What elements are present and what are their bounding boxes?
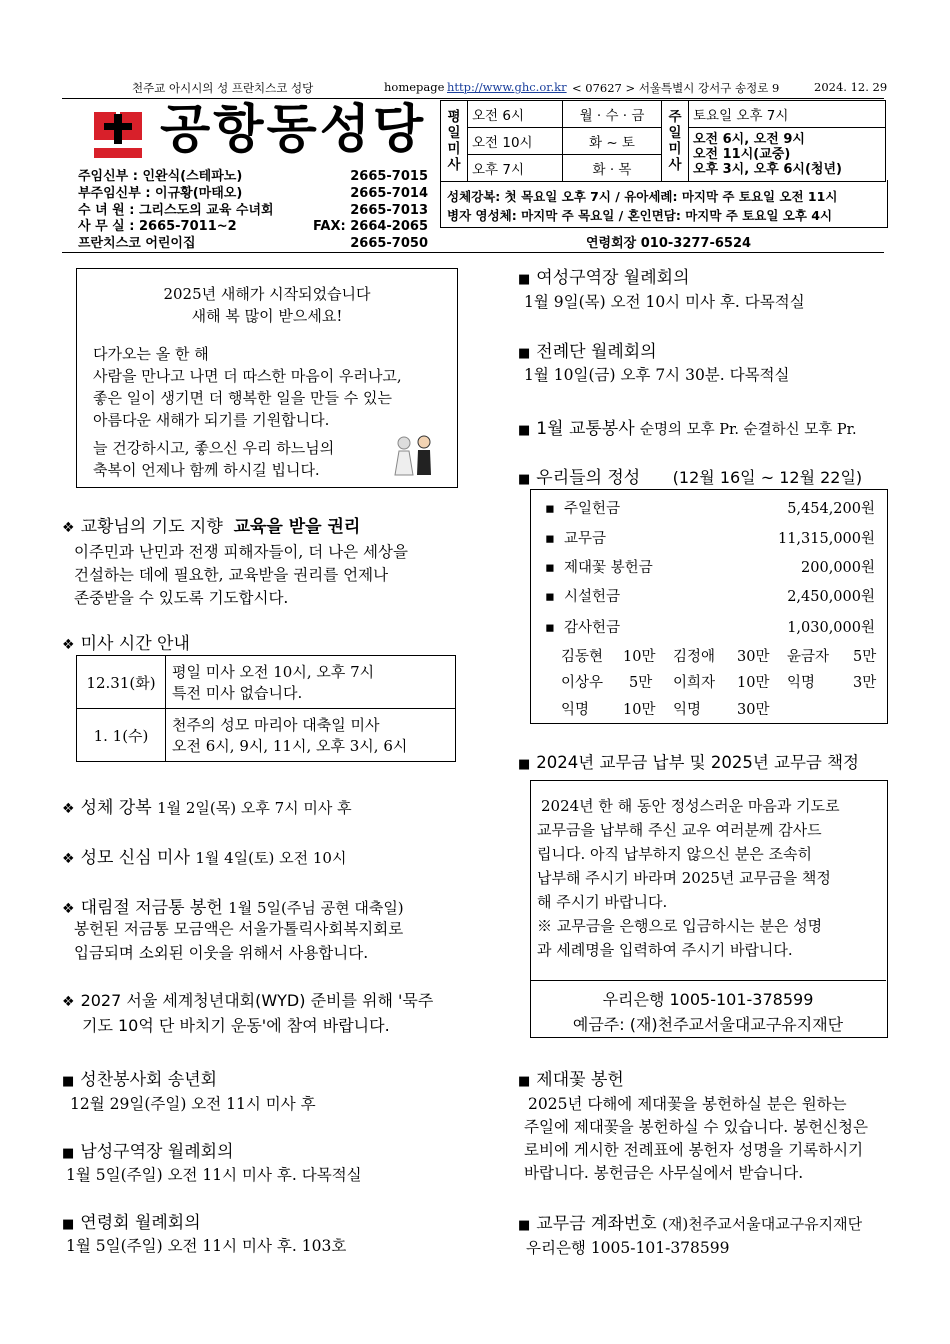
donor-amount: 30만 bbox=[737, 702, 770, 718]
greeting-closing: 늘 건강하시고, 좋으신 우리 하느님의 bbox=[93, 439, 335, 457]
staff-row: 프란치스코 어린이집 2665-7050 bbox=[78, 236, 428, 251]
donor-name: 익명 bbox=[673, 702, 702, 718]
address: < 07627 > 서울특별시 강서구 송정로 9 bbox=[572, 81, 780, 95]
donor-amount: 10만 bbox=[623, 649, 656, 665]
meeting-detail: 1월 5일(주일) 오전 11시 미사 후. 다목적실 bbox=[66, 1166, 362, 1184]
staff-row: 수 녀 원 : 그리스도의 교육 수녀회 2665-7013 bbox=[78, 203, 428, 218]
new-year-greeting-box bbox=[76, 268, 458, 488]
donor-amount: 10만 bbox=[737, 675, 770, 691]
flowers-body: 2025년 다해에 제대꽃을 봉헌하실 분은 원하는 bbox=[528, 1095, 847, 1113]
mass-schedule-table bbox=[440, 100, 886, 182]
sacrament-notes bbox=[440, 180, 888, 228]
homepage-link[interactable]: http://www.ghc.or.kr bbox=[447, 80, 567, 94]
staff-row: 주임신부 : 인완식(스테파노) 2665-7015 bbox=[78, 169, 428, 184]
couple-illustration-icon bbox=[389, 433, 439, 477]
church-tax-heading: ■ 2024년 교무금 납부 및 2025년 교무금 책정 bbox=[518, 753, 859, 772]
marian-mass: ❖ 성모 신심 미사 1월 4일(토) 오전 10시 bbox=[62, 848, 347, 868]
mass-info-heading: ❖ 미사 시간 안내 bbox=[62, 634, 190, 654]
bank-info bbox=[530, 980, 886, 1037]
greeting-closing: 축복이 언제나 함께 하시길 빕니다. bbox=[93, 461, 320, 479]
parish-logo-icon bbox=[86, 108, 150, 164]
mass-info-detail: 천주의 성모 마리아 대축일 미사 오전 6시, 9시, 11시, 오후 3시, 6시 bbox=[166, 709, 456, 762]
pope-body: 건설하는 데에 필요한, 교육받을 권리를 언제나 bbox=[74, 566, 389, 584]
weekday-time: 오전 6시 bbox=[468, 101, 563, 128]
donor-name: 익명 bbox=[787, 675, 816, 691]
donor-name: 이희자 bbox=[673, 675, 716, 691]
pope-body: 이주민과 난민과 전쟁 피해자들이, 더 나은 세상을 bbox=[74, 543, 408, 561]
flowers-body: 주일에 제대꽃을 봉헌하실 수 있습니다. 봉헌신청은 bbox=[524, 1118, 868, 1136]
church-tax-body: ※ 교무금을 은행으로 입금하시는 분은 성명 bbox=[537, 917, 823, 935]
greeting-body: 다가오는 올 한 해 bbox=[93, 345, 209, 363]
weekday-time: 오전 10시 bbox=[468, 128, 563, 155]
meeting-detail: 12월 29일(주일) 오전 11시 미사 후 bbox=[70, 1095, 316, 1113]
account-heading: ■ 교무금 계좌번호 (재)천주교서울대교구유지재단 bbox=[518, 1214, 863, 1234]
church-tax-body: 과 세례명을 입력하여 주시기 바랍니다. bbox=[537, 941, 793, 959]
eucharistic-benediction: ❖ 성체 강복 1월 2일(목) 오후 7시 미사 후 bbox=[62, 798, 352, 818]
donor-amount: 30만 bbox=[737, 649, 770, 665]
account-number: 우리은행 1005-101-378599 bbox=[526, 1239, 730, 1257]
church-tax-body: 해 주시기 바랍니다. bbox=[537, 893, 668, 911]
weekday-time: 오후 7시 bbox=[468, 155, 563, 182]
mass-info-table bbox=[76, 655, 456, 762]
weekday-mass-label: 평 일 미 사 bbox=[441, 101, 468, 182]
wyd-notice: ❖ 2027 서울 세계청년대회(WYD) 준비를 위해 '묵주 bbox=[62, 991, 434, 1010]
church-tax-body: 교무금을 납부해 주신 교우 여러분께 감사드 bbox=[537, 821, 822, 839]
note-line: 성체강복: 첫 목요일 오후 7시 / 유아세례: 마지막 주 토요일 오전 11시 bbox=[447, 189, 838, 204]
sunday-time: 토요일 오후 7시 bbox=[689, 101, 886, 128]
offering-row: ▪ 시설헌금 2,450,000원 bbox=[545, 589, 875, 605]
funeral-meeting-heading: ■ 연령회 월례회의 bbox=[62, 1213, 201, 1233]
homepage-label: homepage bbox=[384, 80, 445, 94]
advent-offering-heading: ❖ 대림절 저금통 봉헌 1월 5일(주님 공현 대축일) bbox=[62, 898, 404, 918]
parish-name: 천주교 아시시의 성 프란치스코 성당 bbox=[132, 81, 314, 95]
flowers-body: 로비에 게시한 전례표에 봉헌자 성명을 기록하시기 bbox=[524, 1141, 864, 1159]
bank-account: 우리은행 1005-101-378599 bbox=[602, 990, 814, 1009]
offering-row: ▪ 주일헌금 5,454,200원 bbox=[545, 501, 875, 517]
church-tax-body: 2024년 한 해 동안 정성스러운 마음과 기도로 bbox=[541, 797, 840, 815]
staff-row: 사 무 실 : 2665-7011~2 FAX: 2664-2065 bbox=[78, 219, 428, 234]
traffic-service: ■ 1월 교통봉사 순명의 모후 Pr. 순결하신 모후 Pr. bbox=[518, 419, 857, 439]
offering-box bbox=[530, 489, 888, 724]
donor-amount: 10만 bbox=[623, 702, 656, 718]
church-tax-body: 납부해 주시기 바라며 2025년 교무금을 책정 bbox=[537, 869, 831, 887]
sunday-times: 오전 6시, 오전 9시 오전 11시(교중) 오후 3시, 오후 6시(청년) bbox=[689, 128, 886, 182]
note-line: 병자 영성체: 마지막 주 목요일 / 혼인면담: 마지막 주 토요일 오후 4시 bbox=[447, 208, 833, 223]
greeting-line: 2025년 새해가 시작되었습니다 bbox=[163, 285, 371, 303]
staff-row: 부주임신부 : 이규황(마태오) 2665-7014 bbox=[78, 186, 428, 201]
donor-amount: 5만 bbox=[853, 649, 877, 665]
greeting-body: 사람을 만나고 나면 더 따스한 마음이 우러나고, bbox=[93, 367, 402, 385]
offering-row: ▪ 제대꽃 봉헌금 200,000원 bbox=[545, 560, 875, 576]
offering-row: ▪ 교무금 11,315,000원 bbox=[545, 531, 875, 547]
mens-meeting-heading: ■ 남성구역장 월례회의 bbox=[62, 1142, 234, 1162]
greeting-line: 새해 복 많이 받으세요! bbox=[191, 307, 343, 325]
greeting-body: 아름다운 새해가 되기를 기원합니다. bbox=[93, 411, 330, 429]
mass-info-date: 12.31(화) bbox=[77, 656, 166, 709]
page-title: 공항동성당 bbox=[160, 100, 427, 160]
advent-body: 봉헌된 저금통 모금액은 서울가톨릭사회복지회로 bbox=[74, 920, 404, 938]
pope-body: 존중받을 수 있도록 기도합시다. bbox=[74, 589, 289, 607]
donor-name: 김정애 bbox=[673, 649, 716, 665]
issue-date: 2024. 12. 29 bbox=[814, 80, 888, 94]
donor-amount: 5만 bbox=[629, 675, 653, 691]
liturgy-meeting-heading: ■ 전례단 월례회의 bbox=[518, 342, 657, 362]
weekday-days: 화 ~ 토 bbox=[563, 128, 662, 155]
flowers-body: 바랍니다. 봉헌금은 사무실에서 받습니다. bbox=[524, 1164, 804, 1182]
pope-intention-heading: ❖ 교황님의 기도 지향 교육을 받을 권리 bbox=[62, 517, 361, 537]
donor-name: 윤금자 bbox=[787, 649, 830, 665]
church-tax-body: 립니다. 아직 납부하지 않으신 분은 조속히 bbox=[537, 845, 812, 863]
wyd-notice-line2: 기도 10억 단 바치기 운동'에 참여 바랍니다. bbox=[82, 1016, 390, 1035]
sunday-mass-label: 주 일 미 사 bbox=[662, 101, 689, 182]
meeting-detail: 1월 5일(주일) 오전 11시 미사 후. 103호 bbox=[66, 1237, 347, 1255]
offering-row: ▪ 감사헌금 1,030,000원 bbox=[545, 620, 875, 636]
divider bbox=[62, 252, 884, 253]
donor-name: 익명 bbox=[561, 702, 590, 718]
mass-info-detail: 평일 미사 오전 10시, 오후 7시 특전 미사 없습니다. bbox=[166, 656, 456, 709]
greeting-body: 좋은 일이 생기면 더 행복한 일을 만들 수 있는 bbox=[93, 389, 392, 407]
advent-body: 입금되며 소외된 이웃을 위해서 사용합니다. bbox=[74, 944, 369, 962]
meeting-detail: 1월 10일(금) 오후 7시 30분. 다목적실 bbox=[524, 366, 790, 384]
account-holder: 예금주: (재)천주교서울대교구유지재단 bbox=[572, 1015, 844, 1034]
funeral-leader-contact: 연령회장 010-3277-6524 bbox=[586, 236, 752, 251]
weekday-days: 화 · 목 bbox=[563, 155, 662, 182]
donor-amount: 3만 bbox=[853, 675, 877, 691]
donor-name: 김동현 bbox=[561, 649, 604, 665]
meeting-detail: 1월 9일(목) 오전 10시 미사 후. 다목적실 bbox=[524, 293, 805, 311]
donor-name: 이상우 bbox=[561, 675, 604, 691]
womens-meeting-heading: ■ 여성구역장 월례회의 bbox=[518, 268, 690, 288]
weekday-days: 월 · 수 · 금 bbox=[563, 101, 662, 128]
choir-party-heading: ■ 성찬봉사회 송년회 bbox=[62, 1070, 218, 1090]
mass-info-date: 1. 1(수) bbox=[77, 709, 166, 762]
altar-flowers-heading: ■ 제대꽃 봉헌 bbox=[518, 1070, 624, 1090]
offering-heading: ■ 우리들의 정성 (12월 16일 ~ 12월 22일) bbox=[518, 468, 863, 488]
